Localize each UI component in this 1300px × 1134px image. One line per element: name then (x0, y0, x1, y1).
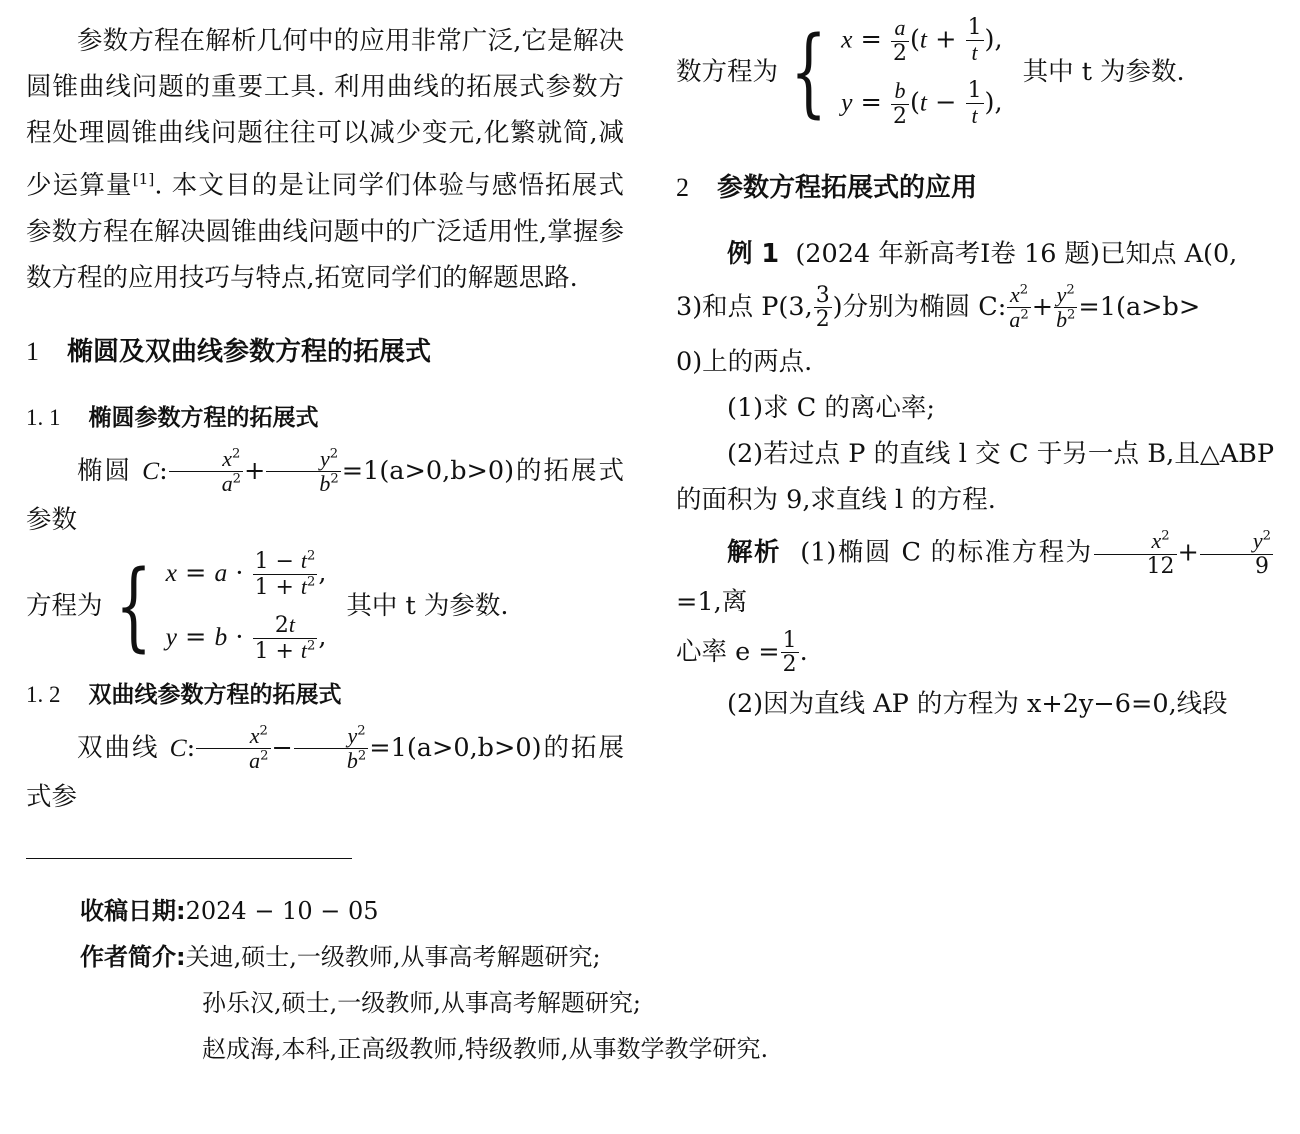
example-1-text: 例 1 (2024 年新高考Ⅰ卷 16 题)已知点 A(0, (727, 238, 1238, 269)
reference-marker: [1] (132, 170, 155, 188)
subsection-1-1-heading: 1. 1 椭圆参数方程的拓展式 (26, 404, 319, 431)
hyperbola-definition: 双曲线 C: $\frac{x^2}{a^2}$ − $\frac{y^2}{b^2}$ =1(a>0,b>0)的拓展式参 (26, 722, 624, 812)
eccentricity-line: 心率 e = $\frac{1}{2}$ . (676, 627, 808, 678)
author-info-2: 孙乐汉,硕士,一级教师,从事高考解题研究; (202, 989, 641, 1017)
hyperbola-parametric-system: 数方程为 { x = $\frac{a}{2}$ (t + $\frac{1}{t}$ ), y = $\frac{b}{2}$ (t − $\frac{1}{t}$ ), 其中 t 为参数. (676, 15, 1185, 130)
right-column (676, 15, 1274, 727)
solution-part-1: 解析 (1)椭圆 C 的标准方程为 $\frac{x^2}{12}$ + $\frac{y^2}{9}$ =1,离 (676, 528, 1271, 617)
footnote (80, 888, 768, 1072)
question-1: (1)求 C 的离心率; (727, 393, 935, 424)
received-date: 收稿日期:2024 − 10 − 05 (80, 897, 379, 925)
section-1-heading: 1 椭圆及双曲线参数方程的拓展式 (26, 336, 432, 367)
example-1-line2: 3)和点 P(3, $\frac{3}{2}$ )分别为椭圆 C: $\frac{x^2}{a^2}$ + $\frac{y^2}{b^2}$ =1(a>b> (676, 281, 1201, 333)
example-1-line3: 0)上的两点. (676, 347, 813, 378)
footnote-divider (26, 858, 352, 859)
solution-part-2: (2)因为直线 AP 的方程为 x+2y−6=0,线段 (727, 688, 1228, 719)
ellipse-definition: 椭圆 C: $\frac{x^2}{a^2}$ + $\frac{y^2}{b^2}$ =1(a>0,b>0)的拓展式参数 (26, 445, 624, 535)
question-2: (2)若过点 P 的直线 l 交 C 于另一点 B,且△ABP 的面积为 9,求直线 l 的方程. (676, 439, 1274, 516)
left-column (26, 18, 624, 820)
subsection-1-2-heading: 1. 2 双曲线参数方程的拓展式 (26, 681, 342, 708)
intro-paragraph: 参数方程在解析几何中的应用非常广泛,它是解决圆锥曲线问题的重要工具. 利用曲线的拓展式参数方程处理圆锥曲线问题往往可以减少变元,化繁就简,减少运算量[1]. 本文目的是让同学们体验与感悟拓展式参数方程在解决圆锥曲线问题中的广泛适用性,掌握参数方程的应用技巧与特点,拓宽同学们的解题思路. (26, 26, 624, 293)
ellipse-parametric-system: 方程为 { x = a · $\frac{1 - t^2}{1 + t^2}$ , y = b · $\frac{2t}{1 + t^2}$ , 其中 t 为参数. (26, 547, 509, 664)
section-2-heading: 2 参数方程拓展式的应用 (676, 172, 978, 203)
author-info-3: 赵成海,本科,正高级教师,特级教师,从事数学教学研究. (202, 1035, 769, 1063)
author-info: 作者简介:关迪,硕士,一级教师,从事高考解题研究; (80, 943, 601, 971)
